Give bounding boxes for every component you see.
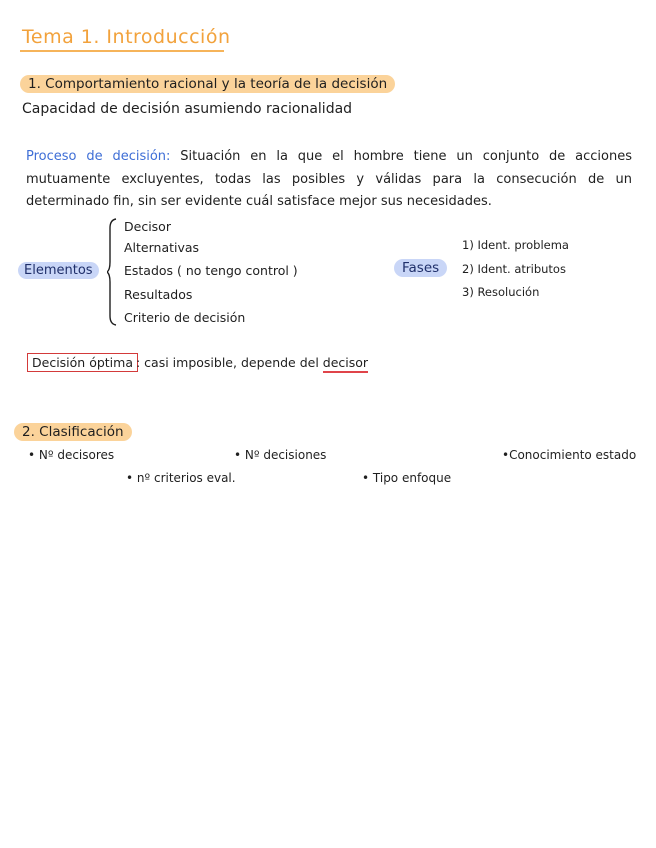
optima-text: : casi imposible, depende del bbox=[136, 355, 319, 370]
optima-label: Decisión óptima bbox=[27, 353, 138, 372]
section-1-heading-text: 1. Comportamiento racional y la teoría de la decisión bbox=[20, 75, 395, 93]
fase-item: 1) Ident. problema bbox=[462, 238, 569, 252]
elemento-item: Decisor bbox=[124, 219, 171, 234]
optima-line bbox=[136, 355, 368, 370]
section-2-heading-text: 2. Clasificación bbox=[14, 423, 132, 441]
definition-term: Proceso de decisión: bbox=[26, 149, 171, 164]
fase-item: 3) Resolución bbox=[462, 285, 540, 299]
section-1-subtitle: Capacidad de decisión asumiendo racionalidad bbox=[22, 101, 353, 117]
definition-paragraph bbox=[26, 146, 632, 214]
clasificacion-item: • Tipo enfoque bbox=[362, 471, 452, 485]
title-underline bbox=[20, 50, 224, 52]
definition-text: Situación en la que el hombre tiene un conjunto de acciones mutuamente excluyentes, todas las posibles y válidas para la consecución de un determinado fin, sin ser evidente cuál satisface mejor sus necesidades. bbox=[26, 149, 632, 209]
elemento-item: Alternativas bbox=[124, 240, 200, 255]
elemento-item: Resultados bbox=[124, 287, 193, 302]
section-2-heading bbox=[14, 424, 132, 440]
section-1-heading bbox=[20, 76, 395, 92]
clasificacion-item: • Nº decisores bbox=[28, 448, 115, 462]
page-title: Tema 1. Introducción bbox=[22, 26, 231, 48]
optima-decisor: decisor bbox=[323, 355, 368, 373]
clasificacion-item: • Nº decisiones bbox=[234, 448, 327, 462]
elemento-item: Estados ( no tengo control ) bbox=[124, 263, 298, 278]
brace-icon bbox=[107, 218, 117, 326]
clasificacion-item: • nº criterios eval. bbox=[126, 471, 236, 485]
fase-item: 2) Ident. atributos bbox=[462, 262, 566, 276]
clasificacion-item: •Conocimiento estado bbox=[502, 448, 637, 462]
fases-label: Fases bbox=[394, 259, 447, 277]
elementos-label: Elementos bbox=[18, 262, 99, 279]
elemento-item: Criterio de decisión bbox=[124, 310, 246, 325]
